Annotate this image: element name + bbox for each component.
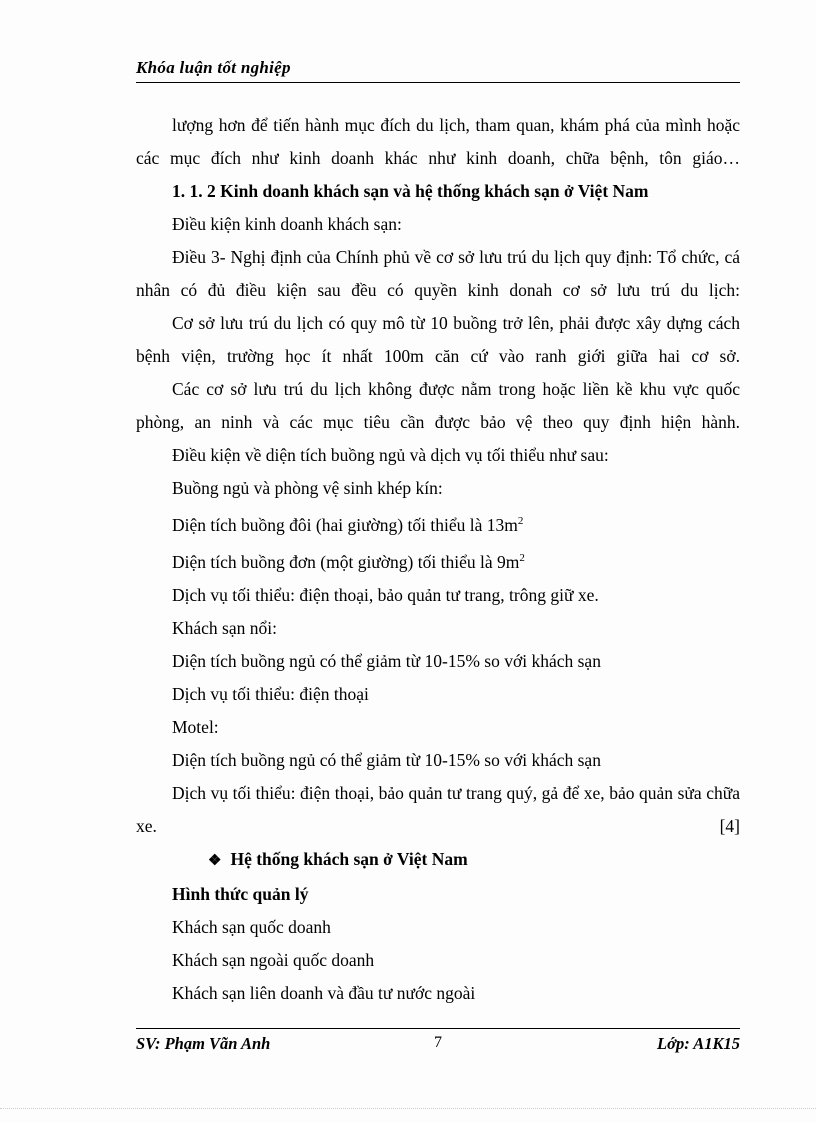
paragraph-p9 bbox=[136, 542, 740, 579]
paragraph-p16: Dịch vụ tối thiểu: điện thoại, bảo quản tư trang quý, gả để xe, bảo quản sửa chữa xe. [4] bbox=[136, 782, 740, 836]
paragraph-p1: lượng hơn để tiến hành mục đích du lịch, tham quan, khám phá của mình hoặc các mục đích như kinh doanh khác như kinh doanh, chữa bệnh, tôn giáo… bbox=[136, 115, 740, 168]
paragraph-p7: Buồng ngủ và phòng vệ sinh khép kín: bbox=[172, 478, 443, 498]
diamond-bullet-icon: ❖ bbox=[208, 852, 222, 869]
heading-hinh-thuc-quan-ly: Hình thức quản lý bbox=[172, 883, 309, 904]
page-content bbox=[136, 58, 740, 1010]
paragraph-p3: Điều 3- Nghị định của Chính phủ về cơ sở lưu trú du lịch quy định: Tổ chức, cá nhân có đủ điều kiện sau đều có quyền kinh donah cơ sở lưu trú du lịch: bbox=[136, 247, 740, 300]
footer-rule bbox=[136, 1028, 740, 1029]
paragraph-p20: Khách sạn liên doanh và đầu tư nước ngoài bbox=[172, 982, 476, 1003]
document-footer bbox=[136, 1028, 740, 1054]
document-body bbox=[136, 109, 740, 1010]
paragraph-p6: Điều kiện về diện tích buồng ngủ và dịch vụ tối thiểu như sau: bbox=[172, 445, 609, 465]
bullet-item-he-thong-khach-san bbox=[136, 843, 740, 878]
paragraph-p18: Khách sạn quốc doanh bbox=[172, 916, 331, 937]
paragraph-p13: Dịch vụ tối thiểu: điện thoại bbox=[172, 683, 369, 704]
paragraph-p9-superscript: 2 bbox=[519, 551, 525, 564]
paragraph-p11: Khách sạn nổi: bbox=[172, 617, 277, 638]
page-bottom-edge bbox=[0, 1108, 816, 1109]
header-rule bbox=[136, 82, 740, 83]
document-header: Khóa luận tốt nghiệp bbox=[136, 58, 291, 77]
paragraph-p8-superscript: 2 bbox=[517, 515, 524, 527]
paragraph-p12: Diện tích buồng ngủ có thể giảm từ 10-15% so với khách sạn bbox=[172, 650, 601, 671]
paragraph-p19: Khách sạn ngoài quốc doanh bbox=[172, 949, 375, 970]
paragraph-p8 bbox=[136, 505, 740, 542]
footer-row bbox=[136, 1034, 740, 1054]
paragraph-p15: Diện tích buồng ngủ có thể giảm từ 10-15% so với khách sạn bbox=[172, 749, 601, 770]
paragraph-p4: Cơ sở lưu trú du lịch có quy mô từ 10 buồng trở lên, phải được xây dựng cách bệnh viện, trường học ít nhất 100m căn cứ vào ranh giới giữa hai cơ sở. bbox=[136, 313, 740, 366]
paragraph-p10: Dịch vụ tối thiểu: điện thoại, bảo quản tư trang, trông giữ xe. bbox=[172, 584, 599, 605]
paragraph-p9-text: Diện tích buồng đơn (một giường) tối thiểu là 9m bbox=[172, 551, 520, 572]
bullet-item-label: Hệ thống khách sạn ở Việt Nam bbox=[230, 848, 468, 869]
footer-class: Lớp: A1K15 bbox=[657, 1034, 740, 1053]
paragraph-p14: Motel: bbox=[172, 716, 219, 737]
page-number: 7 bbox=[434, 1034, 442, 1051]
paragraph-p2: Điều kiện kinh doanh khách sạn: bbox=[172, 214, 402, 234]
heading-1-1-2: 1. 1. 2 Kinh doanh khách sạn và hệ thống khách sạn ở Việt Nam bbox=[172, 181, 649, 201]
paragraph-p8-text: Diện tích buồng đôi (hai giường) tối thiểu là 13m bbox=[172, 514, 518, 535]
footer-author: SV: Phạm Vãn Anh bbox=[136, 1034, 271, 1053]
paragraph-p5: Các cơ sở lưu trú du lịch không được nằm trong hoặc liền kề khu vực quốc phòng, an ninh và các mục tiêu cần được bảo vệ theo quy định hiện hành. bbox=[136, 379, 740, 432]
